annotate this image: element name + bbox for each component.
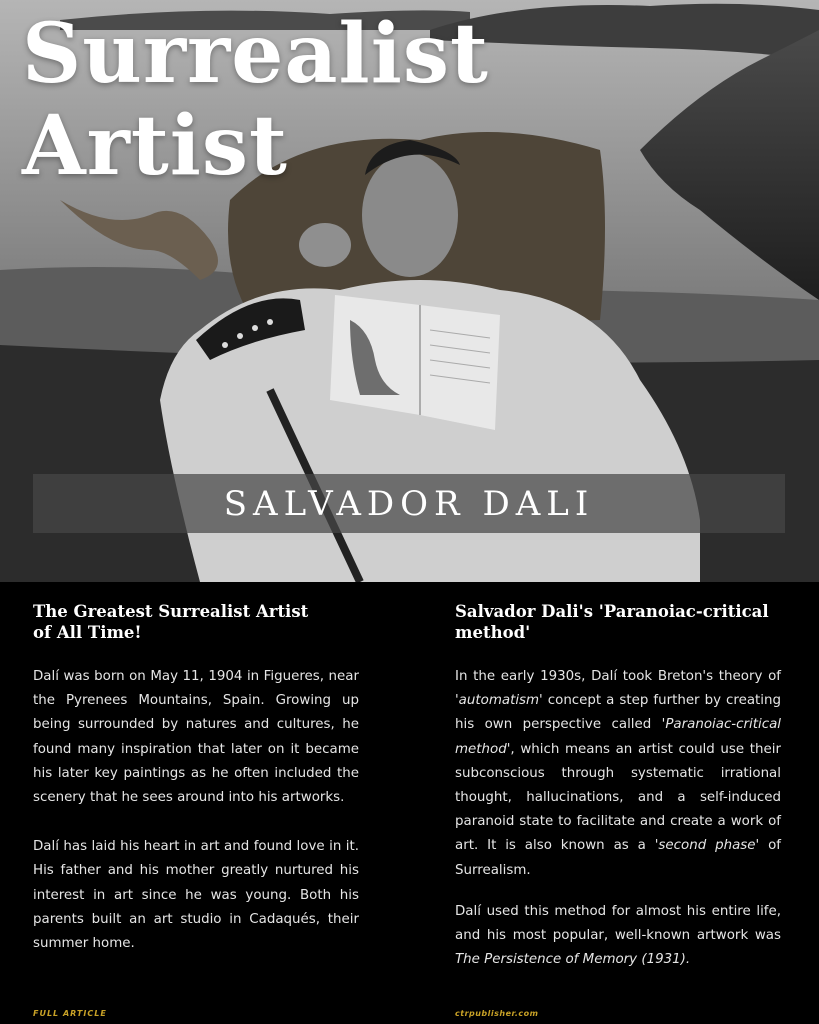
artist-name: SALVADOR DALI [223, 483, 595, 524]
p1-text-d: of Surrealism. [455, 838, 781, 878]
right-heading [455, 601, 781, 643]
page-title [22, 8, 542, 192]
p2-em-artwork: The Persistence of Memory (1931). [455, 952, 691, 968]
title-line-2: Artist [22, 98, 288, 194]
p1-text-a: In the early 1930s, Dalí took Breton's theory of [455, 669, 781, 684]
right-column [455, 601, 781, 989]
right-paragraph-2 [455, 900, 781, 973]
left-paragraph-1: Dalí was born on May 11, 1904 in Figueres, near the Pyrenees Mountains, Spain. Growing up being surrounded by natures and cultures, he found many inspiration that later on it became his later key paintings as he often included the scenery that he sees around into his artworks. [33, 669, 359, 806]
name-banner [33, 474, 785, 533]
left-column [33, 601, 359, 973]
p1-em-automatism: 'automatism' [455, 693, 543, 709]
left-heading [33, 601, 359, 643]
full-article-link[interactable]: FULL ARTICLE [33, 1009, 107, 1018]
left-paragraph-2: Dalí has laid his heart in art and found love in it. His father and his mother greatly nurtured his interest in art since he was young. Both his parents built an art studio in Cadaqués, their summer home. [33, 839, 359, 952]
p1-em-method: 'Paranoiac-critical method' [455, 717, 781, 757]
p1-em-second-phase: 'second phase' [654, 838, 760, 854]
right-paragraph-1 [455, 665, 781, 883]
title-line-1: Surrealist [22, 6, 489, 102]
p1-text-b: concept a step further by creating his own perspective called [455, 693, 781, 733]
p1-text-c: , which means an artist could use their subconscious through systematic irrational thought, hallucinations, and a self-induced paranoid state to facilitate and create a work of art. It is also known as a [455, 741, 781, 854]
raised-hand [299, 223, 351, 267]
left-heading-line-1: The Greatest Surrealist Artist [33, 602, 309, 621]
publisher-link[interactable]: ctrpublisher.com [455, 1009, 539, 1018]
left-heading-line-2: of All Time! [33, 623, 142, 642]
right-heading-line-1: Salvador Dali's 'Paranoiac-critical [455, 602, 769, 621]
right-heading-line-2: method' [455, 623, 531, 642]
p2-text-a: Dalí used this method for almost his entire life, and his most popular, well-known artwork was [455, 903, 781, 944]
